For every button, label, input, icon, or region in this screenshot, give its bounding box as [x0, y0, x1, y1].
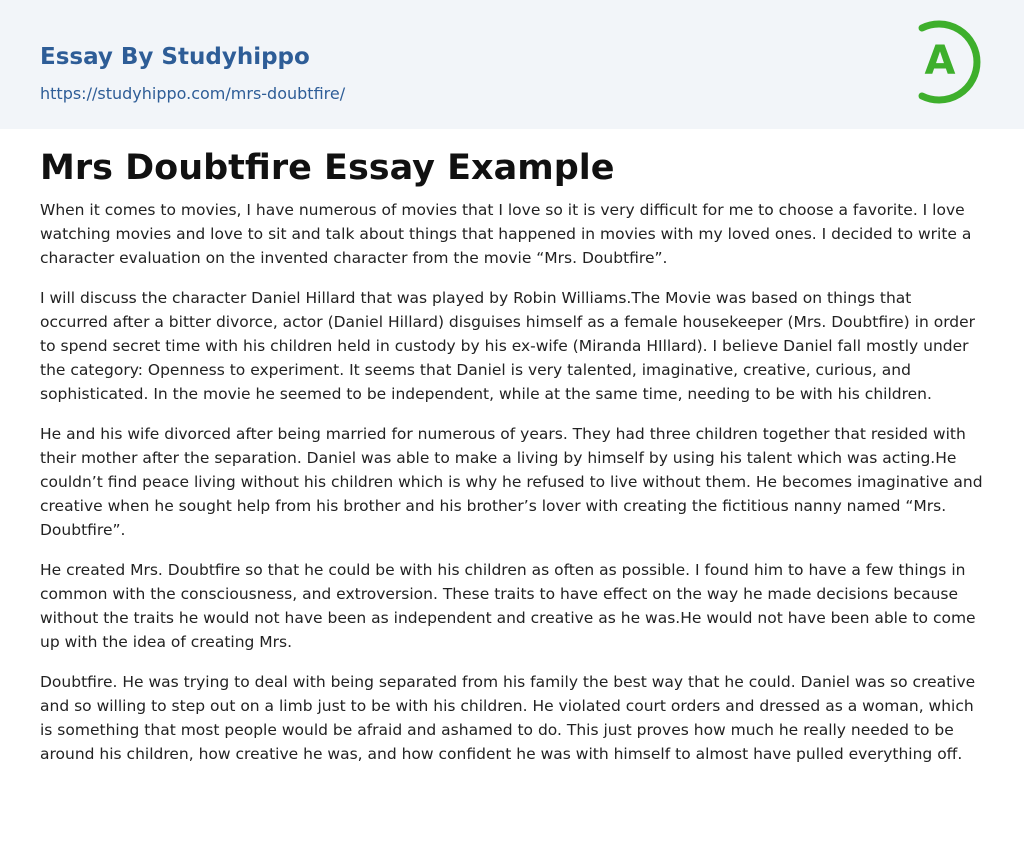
essay-paragraph-1: When it comes to movies, I have numerous of movies that I love so it is very difficult for me to choose a favorite. I love watching movies and love to sit and talk about things that happened in movies with my loved ones. I decided to write a character evaluation on the invented character from the movie “Mrs. Doubtfire”.	[40, 201, 972, 267]
site-header	[0, 0, 1024, 129]
logo-letter: A	[924, 38, 956, 84]
page-title: Mrs Doubtfire Essay Example	[40, 148, 615, 188]
essay-paragraph-4: He created Mrs. Doubtfire so that he could be with his children as often as possible. I found him to have a few things in common with the consciousness, and extroversion. These traits to have effect on the way he made decisions because without the traits he would not have been as independent and creative as he was.He would not have been able to come up with the idea of creating Mrs.	[40, 561, 976, 651]
essay-paragraph-3: He and his wife divorced after being married for numerous of years. They had three children together that resided with their mother after the separation. Daniel was able to make a living by himself by using his talent which was acting.He couldn’t find peace living without his children which is why he refused to live without them. He becomes imaginative and creative when he sought help from his brother and his brother’s lover with creating the fictitious nanny named “Mrs. Doubtfire”.	[40, 425, 983, 539]
essay-paragraph-2: I will discuss the character Daniel Hillard that was played by Robin Williams.The Movie was based on things that occurred after a bitter divorce, actor (Daniel Hillard) disguises himself as a female housekeeper (Mrs. Doubtfire) in order to spend secret time with his children held in custody by his ex-wife (Miranda HIllard). I believe Daniel fall mostly under the category: Openness to experiment. It seems that Daniel is very talented, imaginative, creative, curious, and sophisticated. In the movie he seemed to be independent, while at the same time, needing to be with his children.	[40, 289, 976, 403]
studyhippo-logo-icon[interactable]	[906, 16, 990, 108]
page-url-link[interactable]: https://studyhippo.com/mrs-doubtfire/	[40, 84, 346, 103]
essay-paragraph-5: Doubtfire. He was trying to deal with being separated from his family the best way that he could. Daniel was so creative and so willing to step out on a limb just to be with his children. He violated court orders and dressed as a woman, which is something that most people would be afraid and ashamed to do. This just proves how much he really needed to be around his children, how creative he was, and how confident he was with himself to almost have pulled everything off.	[40, 673, 976, 763]
essay-content	[40, 146, 984, 782]
site-brand[interactable]: Essay By Studyhippo	[40, 44, 310, 70]
